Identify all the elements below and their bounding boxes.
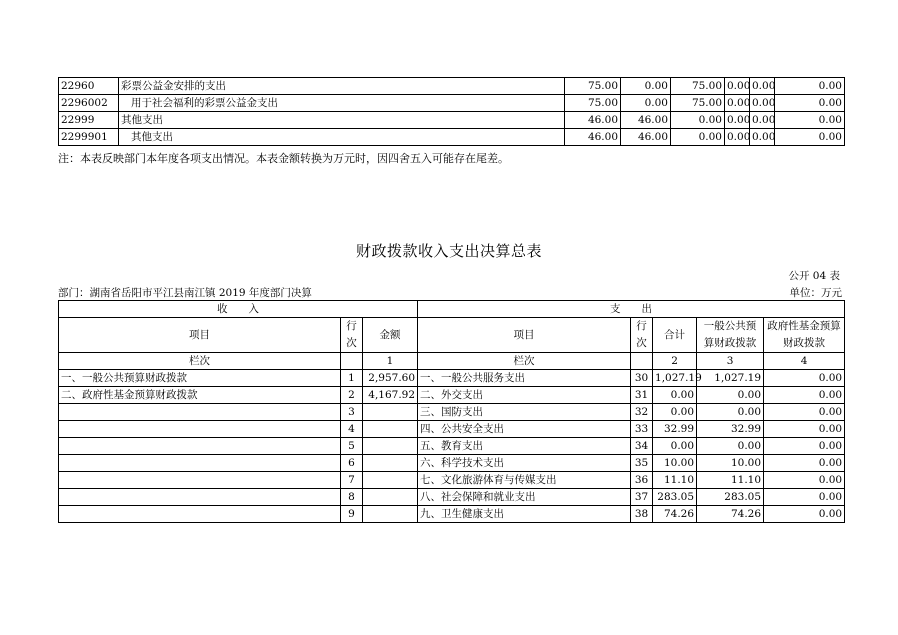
income-line-header: 行次 (341, 318, 363, 353)
amount-cell: 75.00 (671, 95, 725, 112)
income-line-no: 4 (341, 421, 363, 438)
amount-cell: 0.00 (775, 78, 845, 95)
column-index-1: 1 (363, 353, 418, 370)
header-row-sections (59, 301, 845, 318)
expense-item: 六、科学技术支出 (418, 455, 631, 472)
expense-line-no: 30 (631, 370, 653, 387)
expense-line-no: 34 (631, 438, 653, 455)
fund-budget-amount: 0.00 (764, 472, 845, 489)
amount-cell: 46.00 (621, 112, 671, 129)
expense-header: 支 出 (418, 301, 845, 318)
column-index-label: 栏次 (59, 353, 341, 370)
total-amount: 0.00 (653, 438, 697, 455)
expense-item: 四、公共安全支出 (418, 421, 631, 438)
fund-budget-header: 政府性基金预算财政拨款 (764, 318, 845, 353)
amount-cell: 0.00 (621, 95, 671, 112)
column-index-row (59, 353, 845, 370)
amount-cell: 75.00 (565, 95, 621, 112)
amount-cell: 0.00 (725, 78, 750, 95)
fund-budget-amount: 0.00 (764, 489, 845, 506)
table-row (59, 421, 845, 438)
income-amount (363, 455, 418, 472)
amount-cell: 0.00 (725, 95, 750, 112)
expense-detail-table (58, 77, 845, 146)
table-row (59, 370, 845, 387)
expense-item: 一、一般公共服务支出 (418, 370, 631, 387)
column-index-blank (341, 353, 363, 370)
column-index-blank-2 (631, 353, 653, 370)
fund-budget-amount: 0.00 (764, 438, 845, 455)
expense-line-no: 33 (631, 421, 653, 438)
expense-line-no: 37 (631, 489, 653, 506)
amount-cell: 75.00 (565, 78, 621, 95)
table-row (59, 404, 845, 421)
fund-budget-amount: 0.00 (764, 506, 845, 523)
income-amount (363, 404, 418, 421)
income-item (59, 438, 341, 455)
expense-line-no: 35 (631, 455, 653, 472)
income-line-no: 9 (341, 506, 363, 523)
expense-item: 七、文化旅游体育与传媒支出 (418, 472, 631, 489)
table-row (59, 506, 845, 523)
table-row (59, 112, 845, 129)
column-index-4: 4 (764, 353, 845, 370)
general-budget-amount: 11.10 (697, 472, 764, 489)
amount-cell: 0.00 (671, 112, 725, 129)
subject-code: 22960 (59, 78, 119, 95)
expense-item: 三、国防支出 (418, 404, 631, 421)
general-budget-header: 一般公共预算财政拨款 (697, 318, 764, 353)
total-amount: 283.05 (653, 489, 697, 506)
income-line-no: 3 (341, 404, 363, 421)
column-index-label-2: 栏次 (418, 353, 631, 370)
subject-code: 22999 (59, 112, 119, 129)
table-row (59, 129, 845, 146)
total-amount: 32.99 (653, 421, 697, 438)
amount-cell: 0.00 (750, 78, 775, 95)
income-item-header: 项目 (59, 318, 341, 353)
form-code: 公开 04 表 (788, 270, 840, 282)
general-budget-amount: 1,027.19 (697, 370, 764, 387)
unit-label: 单位：万元 (789, 287, 842, 299)
expense-line-no: 38 (631, 506, 653, 523)
expense-item: 二、外交支出 (418, 387, 631, 404)
total-amount: 10.00 (653, 455, 697, 472)
fund-budget-amount: 0.00 (764, 370, 845, 387)
income-amount (363, 489, 418, 506)
column-index-3: 3 (697, 353, 764, 370)
general-budget-amount: 74.26 (697, 506, 764, 523)
income-header: 收 入 (59, 301, 418, 318)
amount-cell: 0.00 (750, 95, 775, 112)
income-line-no: 2 (341, 387, 363, 404)
expense-line-no: 31 (631, 387, 653, 404)
department-label: 部门：湖南省岳阳市平江县南江镇 2019 年度部门决算 (58, 287, 312, 299)
table-note: 注：本表反映部门本年度各项支出情况。本表金额转换为万元时，因四舍五入可能存在尾差。 (58, 152, 509, 165)
income-amount (363, 421, 418, 438)
amount-cell: 0.00 (750, 112, 775, 129)
income-item (59, 472, 341, 489)
income-amount (363, 472, 418, 489)
income-amount: 4,167.92 (363, 387, 418, 404)
total-amount: 1,027.19 (653, 370, 697, 387)
amount-cell: 0.00 (775, 95, 845, 112)
subject-name: 其他支出 (119, 129, 565, 146)
amount-cell: 0.00 (750, 129, 775, 146)
subject-name: 用于社会福利的彩票公益金支出 (119, 95, 565, 112)
expense-item: 八、社会保障和就业支出 (418, 489, 631, 506)
general-budget-amount: 283.05 (697, 489, 764, 506)
income-item (59, 506, 341, 523)
total-amount: 11.10 (653, 472, 697, 489)
column-index-2: 2 (653, 353, 697, 370)
table-row (59, 78, 845, 95)
general-budget-amount: 0.00 (697, 438, 764, 455)
total-amount: 74.26 (653, 506, 697, 523)
header-row-columns (59, 318, 845, 353)
fund-budget-amount: 0.00 (764, 387, 845, 404)
income-line-no: 5 (341, 438, 363, 455)
expense-detail-body (59, 78, 845, 146)
table-row (59, 95, 845, 112)
total-amount: 0.00 (653, 404, 697, 421)
total-header: 合计 (653, 318, 697, 353)
amount-cell: 46.00 (621, 129, 671, 146)
amount-cell: 0.00 (775, 129, 845, 146)
general-budget-amount: 0.00 (697, 387, 764, 404)
amount-cell: 0.00 (725, 129, 750, 146)
fund-budget-amount: 0.00 (764, 404, 845, 421)
income-line-no: 8 (341, 489, 363, 506)
fund-budget-amount: 0.00 (764, 421, 845, 438)
subject-name: 彩票公益金安排的支出 (119, 78, 565, 95)
general-budget-amount: 0.00 (697, 404, 764, 421)
table-row (59, 438, 845, 455)
income-line-no: 7 (341, 472, 363, 489)
subject-code: 2299901 (59, 129, 119, 146)
expense-item-header: 项目 (418, 318, 631, 353)
expense-line-no: 36 (631, 472, 653, 489)
table-row (59, 472, 845, 489)
amount-cell: 0.00 (621, 78, 671, 95)
expense-item: 九、卫生健康支出 (418, 506, 631, 523)
amount-cell: 0.00 (671, 129, 725, 146)
subject-code: 2296002 (59, 95, 119, 112)
income-item (59, 421, 341, 438)
income-item: 一、一般公共预算财政拨款 (59, 370, 341, 387)
expense-item: 五、教育支出 (418, 438, 631, 455)
fiscal-summary-body (59, 301, 845, 523)
income-item (59, 489, 341, 506)
income-item: 二、政府性基金预算财政拨款 (59, 387, 341, 404)
income-amount-header: 金额 (363, 318, 418, 353)
total-amount: 0.00 (653, 387, 697, 404)
expense-line-header: 行次 (631, 318, 653, 353)
income-item (59, 455, 341, 472)
fund-budget-amount: 0.00 (764, 455, 845, 472)
income-line-no: 1 (341, 370, 363, 387)
table-row (59, 387, 845, 404)
amount-cell: 46.00 (565, 112, 621, 129)
income-item (59, 404, 341, 421)
table-row (59, 489, 845, 506)
income-line-no: 6 (341, 455, 363, 472)
income-amount: 2,957.60 (363, 370, 418, 387)
subject-name: 其他支出 (119, 112, 565, 129)
general-budget-amount: 10.00 (697, 455, 764, 472)
expense-line-no: 32 (631, 404, 653, 421)
amount-cell: 0.00 (775, 112, 845, 129)
fiscal-summary-table (58, 300, 845, 523)
income-amount (363, 506, 418, 523)
general-budget-amount: 32.99 (697, 421, 764, 438)
amount-cell: 46.00 (565, 129, 621, 146)
page-title: 财政拨款收入支出决算总表 (355, 242, 542, 260)
income-amount (363, 438, 418, 455)
amount-cell: 0.00 (725, 112, 750, 129)
amount-cell: 75.00 (671, 78, 725, 95)
table-row (59, 455, 845, 472)
